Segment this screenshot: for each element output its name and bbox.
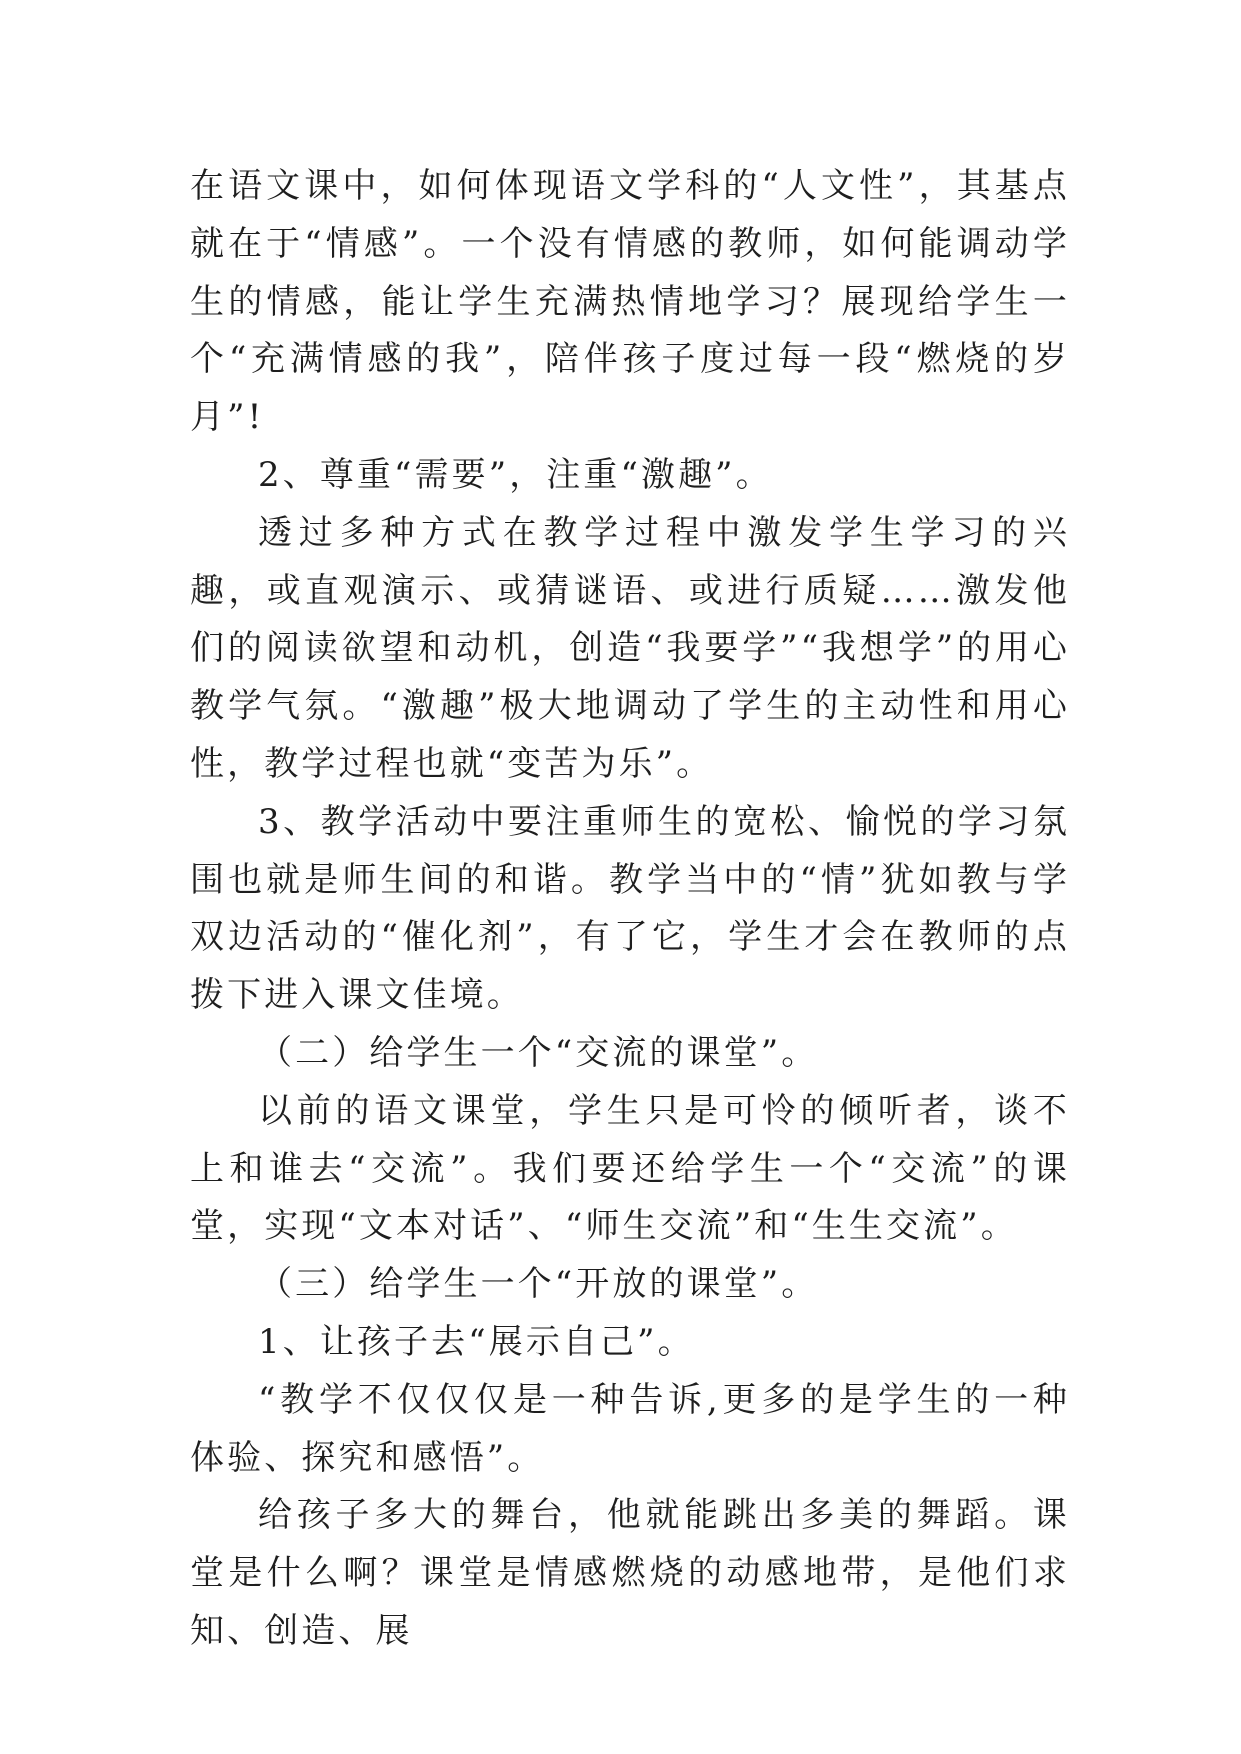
paragraph: 在语文课中，如何体现语文学科的“人文性”，其基点就在于“情感”。一个没有情感的教师，如何能调动学生的情感，能让学生充满热情地学习？展现给学生一个“充满情感的我”，陪伴孩子度过每一段“燃烧的岁月”!	[190, 166, 1070, 438]
paragraph: 1、让孩子去“展示自己”。	[258, 1321, 695, 1362]
paragraph: 透过多种方式在教学过程中激发学生学习的兴趣，或直观演示、或猜谜语、或进行质疑……激发他们的阅读欲望和动机，创造“我要学”“我想学”的用心教学气氛。“激趣”极大地调动了学生的主动性和用心性，教学过程也就“变苦为乐”。	[190, 512, 1070, 784]
document-body	[190, 158, 1070, 1661]
paragraph: 以前的语文课堂，学生只是可怜的倾听者，谈不上和谁去“交流”。我们要还给学生一个“交流”的课堂，实现“文本对话”、“师生交流”和“生生交流”。	[190, 1090, 1070, 1247]
quote-paragraph: “教学不仅仅仅是一种告诉,更多的是学生的一种体验、探究和感悟”。	[190, 1379, 1070, 1478]
section-heading: （三）给学生一个“开放的课堂”。	[258, 1264, 819, 1305]
paragraph: 2、尊重“需要”，注重“激趣”。	[258, 454, 773, 495]
paragraph: 给孩子多大的舞台，他就能跳出多美的舞蹈。课堂是什么啊？课堂是情感燃烧的动感地带，是他们求知、创造、展	[190, 1495, 1070, 1651]
section-heading: （二）给学生一个“交流的课堂”。	[258, 1032, 819, 1073]
paragraph: 3、教学活动中要注重师生的宽松、愉悦的学习氛围也就是师生间的和谐。教学当中的“情”犹如教与学双边活动的“催化剂”，有了它，学生才会在教师的点拨下进入课文佳境。	[190, 801, 1070, 1016]
